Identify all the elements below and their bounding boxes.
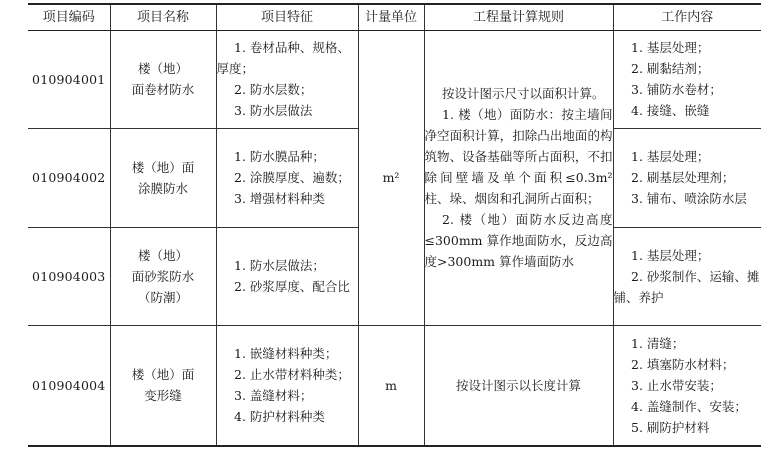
item-code: 010904001 [28, 30, 110, 128]
unit-value: m [385, 377, 397, 393]
header-name: 项目名称 [110, 4, 216, 30]
quantity-spec-table [28, 3, 761, 447]
item-work [613, 30, 761, 128]
rule-cell [424, 30, 613, 325]
item-name-line: 楼（地）面 [131, 159, 195, 175]
header-work: 工作内容 [613, 4, 761, 30]
item-name-line: 楼（地） [137, 247, 188, 263]
item-name-line: 变形缝 [144, 388, 182, 404]
work-line: 3. 止水带安装； [631, 377, 722, 393]
item-code: 010904003 [28, 227, 110, 325]
work-line: 3. 铺布、喷涂防水层 [631, 191, 747, 206]
work-line: 1. 基层处理； [631, 149, 710, 164]
header-features: 项目特征 [216, 4, 358, 30]
item-name-line: 面卷材防水 [131, 82, 195, 97]
feature-line: 1. 防水膜品种； [234, 149, 325, 164]
item-name-line: 面砂浆防水 [131, 268, 195, 284]
work-line: 4. 盖缝制作、安装； [631, 398, 747, 414]
work-line: 1. 清缝； [631, 335, 685, 351]
feature-line: 4. 防护材料种类 [234, 409, 325, 425]
item-name [110, 128, 216, 227]
item-name-line: 楼（地）面 [131, 367, 195, 383]
item-name-line: 楼（地） [137, 61, 188, 76]
item-work [613, 227, 761, 325]
header-code: 项目编码 [28, 4, 110, 30]
item-work [613, 128, 761, 227]
work-line: 2. 刷基层处理剂； [631, 170, 735, 185]
item-features [216, 325, 358, 446]
feature-line: 1. 防水层做法； [234, 258, 325, 273]
feature-line: 1. 嵌缝材料种类； [234, 346, 338, 362]
feature-line: 2. 防水层数； [234, 82, 313, 97]
feature-line: 3. 增强材料种类 [234, 191, 325, 206]
work-line: 5. 刷防护材料 [631, 419, 710, 435]
feature-line: 2. 砂浆厚度、配合比 [234, 279, 350, 294]
item-features [216, 128, 358, 227]
item-features [216, 30, 358, 128]
header-rule: 工程量计算规则 [424, 4, 613, 30]
unit-value: m² [382, 170, 400, 185]
work-line: 4. 接缝、嵌缝 [631, 103, 710, 118]
feature-line: 3. 盖缝材料； [234, 388, 313, 404]
feature-line: 2. 涂膜厚度、遍数； [234, 170, 350, 185]
item-code: 010904004 [28, 325, 110, 446]
table-row [28, 325, 761, 446]
item-features [216, 227, 358, 325]
feature-line: 2. 止水带材料种类； [234, 367, 350, 383]
work-line: 1. 基层处理； [631, 40, 710, 55]
rule-line: 按设计图示尺寸以面积计算。 [442, 86, 605, 101]
rule-line: 按设计图示以长度计算 [455, 377, 581, 393]
work-line: 2. 填塞防水材料； [631, 356, 735, 372]
header-row [28, 4, 761, 30]
rule-line: 2. 楼（地）面防水反边高度≤300mm 算作地面防水，反边高度>300mm 算作墙面防水 [424, 212, 613, 269]
item-name-line: 涂膜防水 [137, 180, 188, 196]
unit-cell [358, 325, 424, 446]
item-name-line: （防潮） [137, 289, 188, 305]
header-unit: 计量单位 [358, 4, 424, 30]
item-name [110, 30, 216, 128]
feature-line: 3. 防水层做法 [234, 103, 313, 118]
feature-line: 1. 卷材品种、规格、厚度； [216, 40, 350, 76]
item-name [110, 227, 216, 325]
unit-cell [358, 30, 424, 325]
work-line: 3. 铺防水卷材； [631, 82, 722, 97]
rule-cell [424, 325, 613, 446]
item-name [110, 325, 216, 446]
work-line: 2. 刷黏结剂； [631, 61, 710, 76]
work-line: 1. 基层处理； [631, 247, 710, 263]
item-code: 010904002 [28, 128, 110, 227]
rule-line: 1. 楼（地）面防水：按主墙间净空面积计算，扣除凸出地面的构筑物、设备基础等所占面积，不扣除间壁墙及单个面积≤0.3m² 柱、垛、烟囱和孔洞所占面积； [424, 107, 613, 206]
item-work [613, 325, 761, 446]
work-line: 2. 砂浆制作、运输、摊铺、养护 [613, 268, 760, 305]
table-row [28, 30, 761, 128]
